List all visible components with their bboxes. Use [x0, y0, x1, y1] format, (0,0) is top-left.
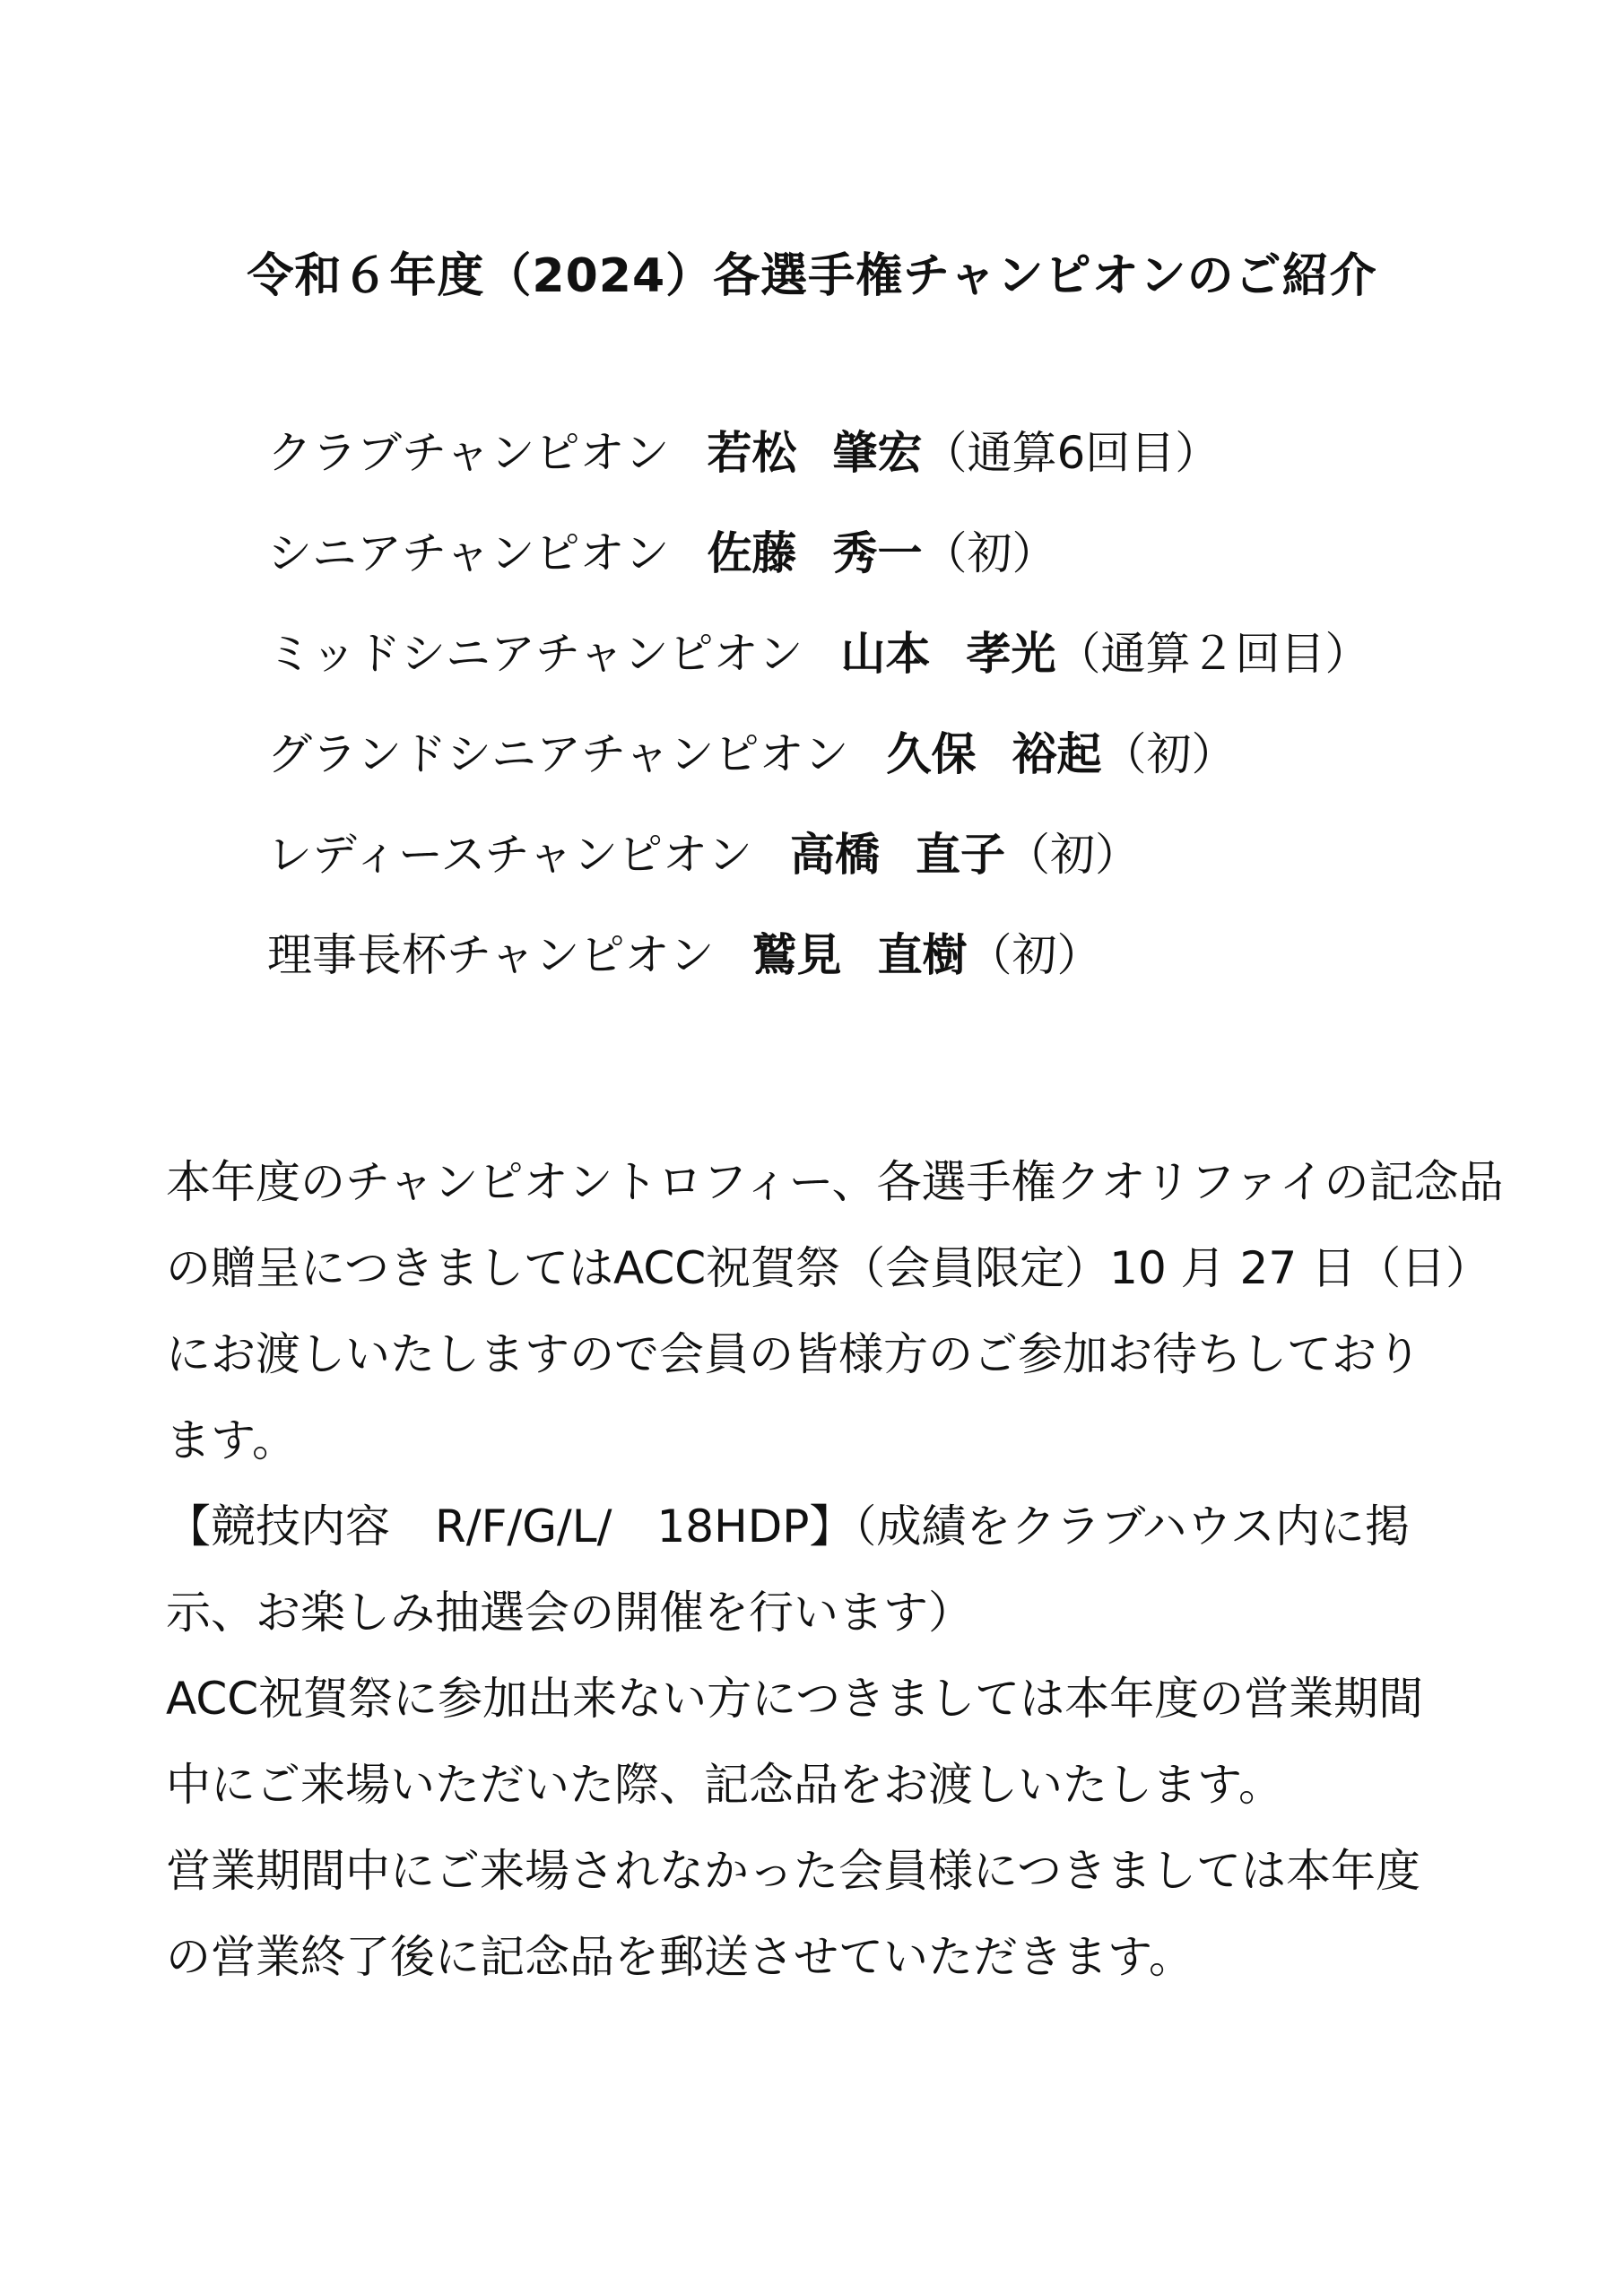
- champion-given-name: 孝光: [966, 628, 1056, 680]
- champion-title: レディースチャンピオン: [267, 829, 752, 881]
- champion-family-name: 若松: [707, 427, 797, 479]
- champion-title: クラブチャンピオン: [267, 427, 670, 479]
- champion-note: （初）: [967, 929, 1102, 981]
- champion-title: 理事長杯チャンピオン: [267, 929, 715, 981]
- champion-family-name: 鷲見: [751, 929, 842, 981]
- champion-note: （通算２回目）: [1055, 628, 1370, 680]
- body-line: ACC祝賀祭に参加出来ない方につきましては本年度の営業期間: [166, 1673, 1424, 1725]
- champion-row-grand-senior: [267, 719, 1541, 820]
- body-line: にお渡しいたしますので会員の皆様方のご参加お待ちしており: [166, 1328, 1421, 1380]
- champion-title: ミッドシニアチャンピオン: [267, 628, 803, 680]
- champion-title: シニアチャンピオン: [267, 527, 670, 579]
- body-line: 示、お楽しみ抽選会の開催を行います）: [166, 1587, 973, 1639]
- champion-row-ladies: [267, 820, 1541, 920]
- champion-list: [267, 418, 1541, 1021]
- champion-given-name: 肇宏: [832, 427, 923, 479]
- announcement-body: [166, 1139, 1504, 2000]
- body-line: ます。: [166, 1414, 297, 1466]
- body-line: の贈呈につきましてはACC祝賀祭（会員限定）10 月 27 日（日）: [166, 1242, 1491, 1294]
- champion-note: （通算6回目）: [922, 427, 1220, 479]
- body-line: 営業期間中にご来場されなかった会員様につきましては本年度: [166, 1845, 1420, 1897]
- body-line: 本年度のチャンピオントロフィー、各選手権クオリファイの記念品: [166, 1156, 1504, 1208]
- champion-family-name: 佐藤: [707, 527, 797, 579]
- champion-note: （初）: [1101, 728, 1237, 780]
- champion-title: グランドシニアチャンピオン: [267, 728, 849, 780]
- champion-row-club: [267, 418, 1541, 518]
- body-line: 中にご来場いただいた際、記念品をお渡しいたします。: [166, 1759, 1283, 1811]
- champion-note: （初）: [1005, 829, 1140, 881]
- champion-row-senior: [267, 518, 1541, 619]
- champion-given-name: 裕起: [1012, 728, 1102, 780]
- champion-note: （初）: [922, 527, 1057, 579]
- champion-given-name: 直樹: [877, 929, 968, 981]
- document-title: 令和６年度（2024）各選手権チャンピオンのご紹介: [247, 248, 1377, 303]
- champion-family-name: 高橋: [790, 829, 880, 881]
- champion-row-chairman-cup: [267, 920, 1541, 1021]
- champion-given-name: 秀一: [832, 527, 923, 579]
- champion-row-mid-senior: [267, 619, 1541, 719]
- champion-family-name: 久保: [886, 728, 977, 780]
- body-line: 【競技内容 R/F/G/L/ 18HDP】（成績をクラブハウス内に掲: [166, 1500, 1410, 1552]
- body-line: の営業終了後に記念品を郵送させていただきます。: [166, 1931, 1194, 1983]
- champion-family-name: 山本: [840, 628, 931, 680]
- champion-given-name: 直子: [916, 829, 1005, 881]
